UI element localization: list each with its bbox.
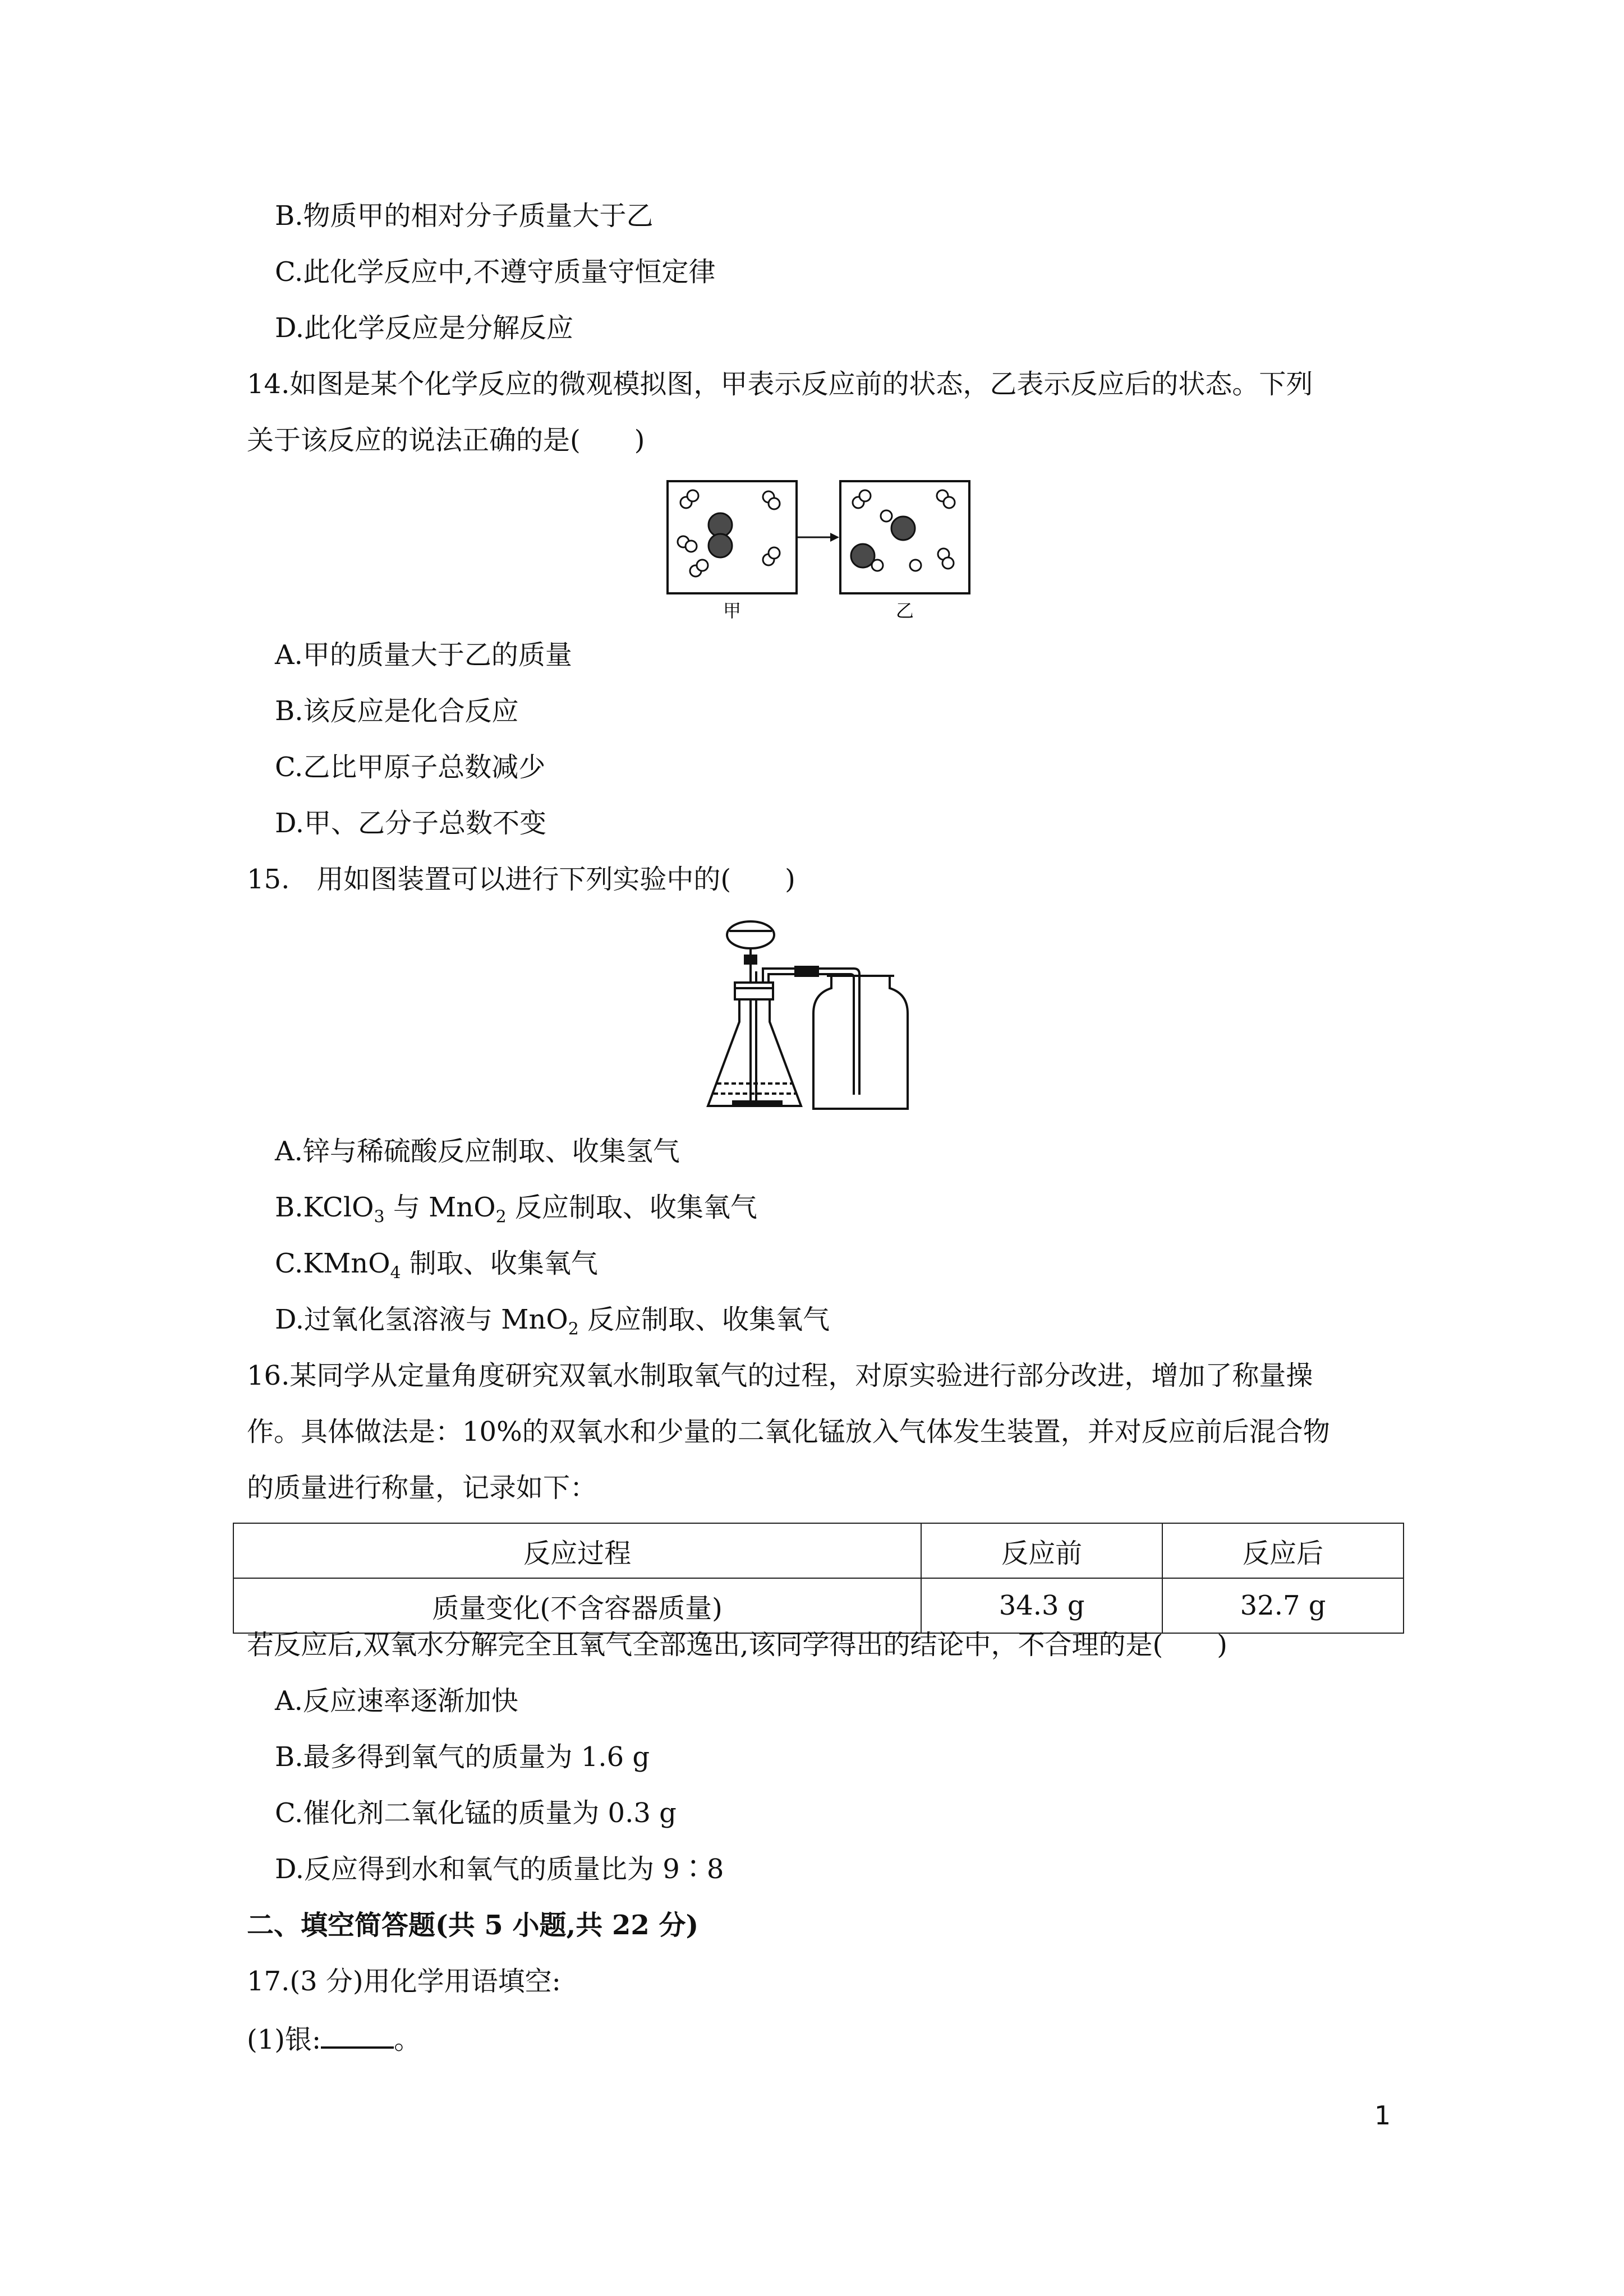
q17-part1: (1)银: 。 — [247, 2021, 421, 2057]
q14-option-c: C.乙比甲原子总数减少 — [275, 751, 546, 783]
table-header-after: 反应后 — [1162, 1523, 1404, 1578]
label-yi: 乙 — [895, 600, 914, 621]
gas-apparatus-figure — [701, 915, 937, 1114]
arrow-head-icon — [830, 533, 839, 542]
q13-option-c: C.此化学反应中,不遵守质量守恒定律 — [275, 256, 716, 288]
q14-option-b: B.该反应是化合反应 — [275, 695, 519, 727]
q16-option-d: D.反应得到水和氧气的质量比为 9∶8 — [275, 1854, 724, 1885]
page-number: 1 — [1374, 2100, 1391, 2131]
q14-option-a: A.甲的质量大于乙的质量 — [275, 639, 572, 671]
q15-stem: 15. 用如图装置可以进行下列实验中的( ) — [247, 864, 795, 895]
table-cell-after: 32.7 g — [1162, 1578, 1404, 1633]
q15-option-a: A.锌与稀硫酸反应制取、收集氢气 — [275, 1136, 680, 1167]
after-molecules — [851, 490, 955, 571]
q16-stem-line1: 16.某同学从定量角度研究双氧水制取氧气的过程，对原实验进行部分改进，增加了称量操 — [247, 1360, 1313, 1391]
q15-option-d: D.过氧化氢溶液与 MnO$_2$ 反应制取、收集氧气 — [275, 1304, 830, 1339]
table-cell-before: 34.3 g — [921, 1578, 1162, 1633]
q13-option-b: B.物质甲的相对分子质量大于乙 — [275, 200, 654, 232]
table-header-row — [233, 1523, 1404, 1578]
table-header-process: 反应过程 — [233, 1523, 921, 1578]
table-cell-label: 质量变化(不含容器质量) — [233, 1578, 921, 1633]
q16-stem-line2: 作。具体做法是：10%的双氧水和少量的二氧化锰放入气体发生装置，并对反应前后混合物 — [247, 1416, 1330, 1447]
q16-option-b: B.最多得到氧气的质量为 1.6 g — [275, 1741, 650, 1773]
table-header-before: 反应前 — [921, 1523, 1162, 1578]
q16-stem-line3: 的质量进行称量，记录如下： — [247, 1472, 597, 1504]
molecular-reaction-figure — [662, 476, 976, 621]
q16-option-a: A.反应速率逐渐加快 — [275, 1685, 518, 1717]
table-row — [233, 1578, 1404, 1633]
q15-option-c: C.KMnO$_4$ 制取、收集氧气 — [275, 1248, 598, 1283]
q16-option-c: C.催化剂二氧化锰的质量为 0.3 g — [275, 1797, 677, 1829]
section-heading: 二、填空简答题(共 5 小题,共 22 分) — [247, 1910, 699, 1941]
q17-stem: 17.(3 分)用化学用语填空: — [247, 1966, 561, 1997]
q14-stem-line2: 关于该反应的说法正确的是( ) — [247, 425, 645, 456]
funnel-bulb — [727, 921, 774, 948]
answer-blank[interactable] — [321, 2021, 394, 2049]
mass-table — [233, 1523, 1404, 1634]
q14-stem-line1: 14.如图是某个化学反应的微观模拟图，甲表示反应前的状态，乙表示反应后的状态。下列 — [247, 368, 1313, 400]
conical-flask — [708, 999, 801, 1106]
before-molecules — [678, 490, 780, 577]
q15-option-b: B.KClO$_3$ 与 MnO$_2$ 反应制取、收集氧气 — [275, 1192, 757, 1227]
label-jia: 甲 — [723, 600, 742, 621]
q14-option-d: D.甲、乙分子总数不变 — [275, 808, 547, 839]
q13-option-d: D.此化学反应是分解反应 — [275, 312, 574, 344]
q16-after-table: 若反应后,双氧水分解完全且氧气全部逸出,该同学得出的结论中，不合理的是( ) — [247, 1629, 1227, 1661]
